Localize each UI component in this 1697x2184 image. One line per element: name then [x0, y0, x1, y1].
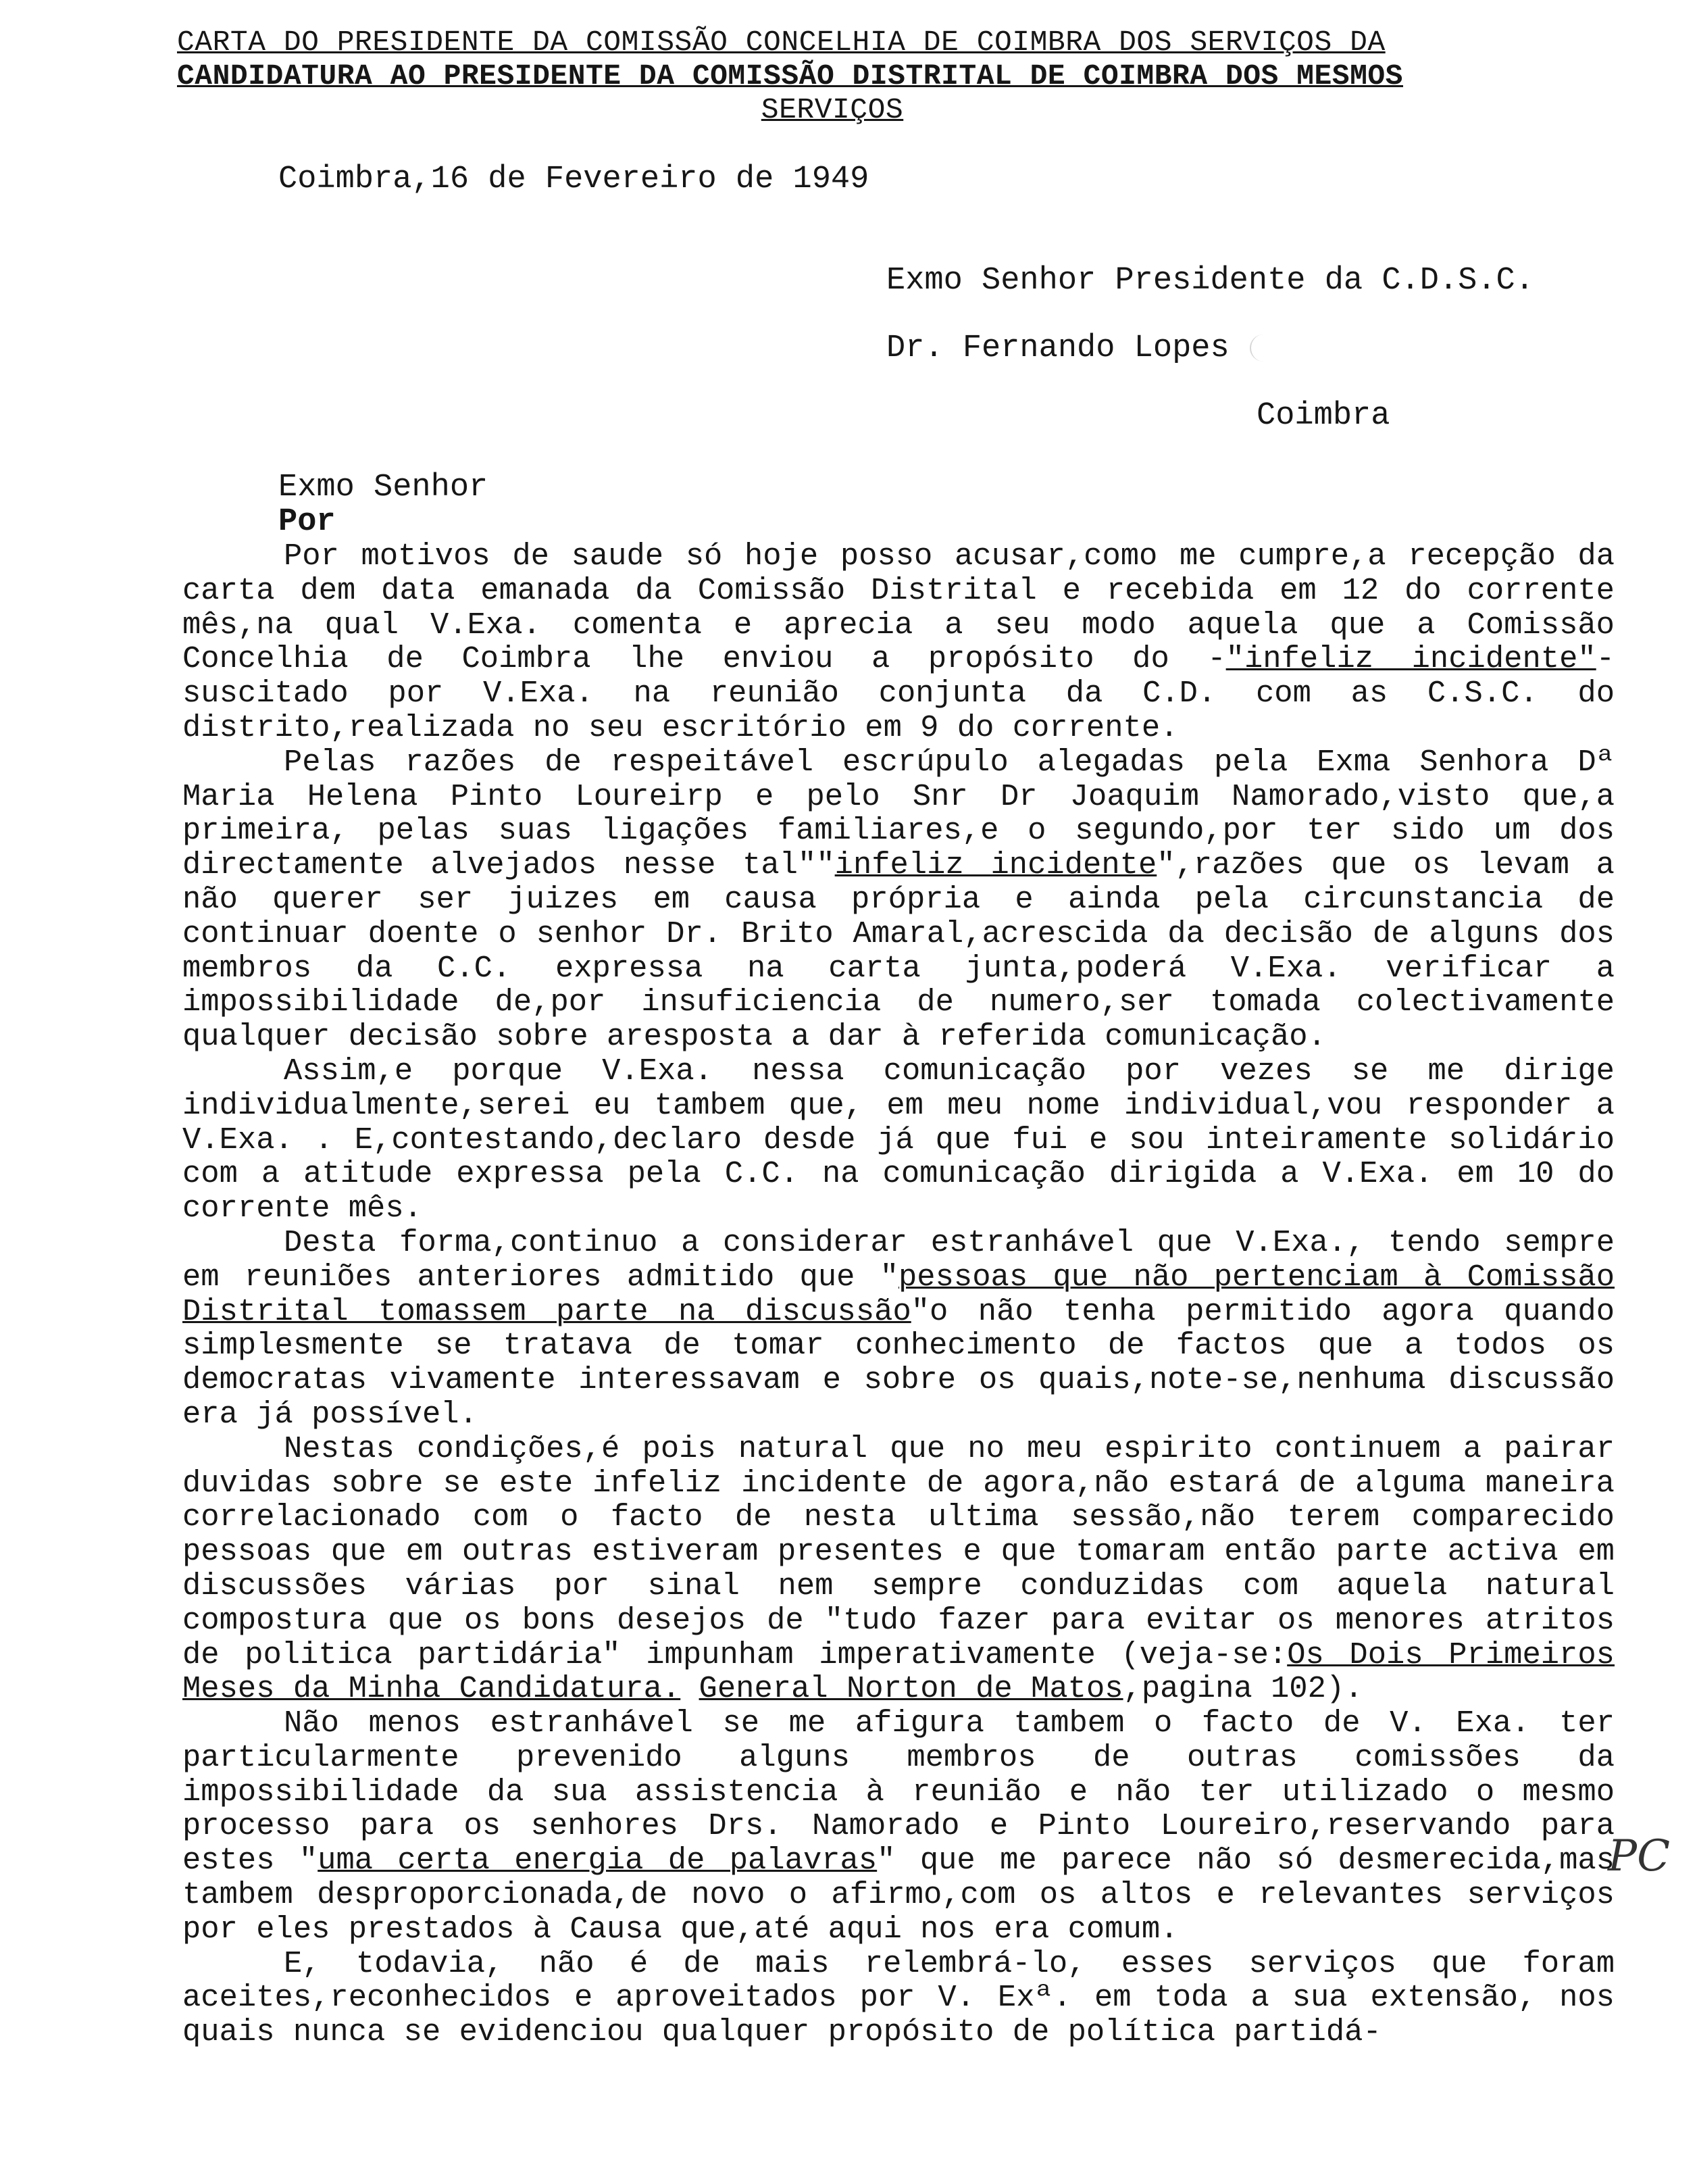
- dateline: Coimbra,16 de Fevereiro de 1949: [278, 162, 869, 197]
- addressee-name-row: [886, 330, 1534, 397]
- text-segment: Pelas razões de respeitável escrúpulo alegadas pela Exma Senhora Dª Maria Helena Pinto Loureirp e pelo Snr Dr Joaquim Namorado,visto que,a primeira, pelas suas ligações familiares,e o segundo,por ter sido um dos directamente alvejados nesse tal"": [182, 744, 1615, 883]
- body-paragraph: [182, 1226, 1615, 1432]
- body-paragraph: [182, 1054, 1615, 1226]
- text-segment: Por motivos de saude só hoje posso acusar,como me cumpre,a recepção da carta dem data emanada da Comissão Distrital e recebida em 12 do corrente mês,na qual V.Exa. comenta e aprecia a seu modo aquela que a Comissão Concelhia de Coimbra lhe enviou a propósito do -: [182, 539, 1615, 677]
- salutation-greeting: Exmo Senhor: [278, 470, 488, 505]
- body-paragraph: [182, 745, 1615, 1054]
- body-paragraph: [182, 1706, 1615, 1947]
- letter-heading: [177, 26, 1582, 127]
- text-segment: " que me parece não só desmerecida,mas tambem desproporcionada,de novo o afirmo,com os altos e relevantes serviços por eles prestados à Causa que,até aqui nos era comum.: [182, 1843, 1615, 1947]
- addressee-city: Coimbra: [1257, 398, 1390, 434]
- text-segment: E, todavia, não é de mais relembrá-lo, esses serviços que foram aceites,reconhecidos e aproveitados por V. Exª. em toda a sua extensão, nos quais nunca se evidenciou qualquer propósito de política partidá-: [182, 1945, 1615, 2050]
- text-segment: ",razões que os levam a não querer ser juizes em causa própria e ainda pela circunstancia de continuar doente o senhor Dr. Brito Amaral,acrescida da decisão de alguns dos membros da C.C. expressa na carta junta,poderá V.Exa. verificar a impossibilidade de,por insuficiencia de numero,ser tomada colectivamente qualquer decisão sobre aresposta a dar à referida comunicação.: [182, 847, 1615, 1055]
- margin-handwritten-note: PC: [1608, 1831, 1671, 1881]
- text-segment: "o não tenha permitido agora quando simplesmente se tratava de tomar conhecimento de factos que a todos os democratas vivamente interessavam e sobre os quais,note-se,nenhuma discussão era já possível.: [182, 1293, 1615, 1432]
- text-segment: Não menos estranhável se me afigura tambem o facto de V. Exa. ter particularmente prevenido alguns membros de outras comissões da impossibilidade da sua assistencia à reunião e não ter utilizado o mesmo processo para os senhores Drs. Namorado e Pinto Loureiro,reservando para estes ": [182, 1706, 1615, 1879]
- text-segment: ,pagina 102).: [1123, 1671, 1363, 1707]
- addressee-title: Exmo Senhor Presidente da C.D.S.C.: [886, 263, 1534, 299]
- addressee-block: [886, 262, 1534, 435]
- addressee-name: Dr. Fernando Lopes: [886, 330, 1230, 366]
- underlined-phrase: pessoas que não pertenciam à Comissão Distrital tomassem parte na discussão: [182, 1259, 1615, 1329]
- struck-word: Por: [278, 504, 336, 540]
- text-segment: Desta forma,continuo a considerar estranhável que V.Exa., tendo sempre em reuniões anteriores admitido que ": [182, 1224, 1615, 1295]
- salutation: [278, 470, 488, 539]
- pencil-annotation: [1250, 334, 1346, 362]
- body-paragraph: [182, 1947, 1615, 2050]
- heading-line-1: CARTA DO PRESIDENTE DA COMISSÃO CONCELHIA DE COIMBRA DOS SERVIÇOS DA: [177, 26, 1386, 59]
- underlined-phrase: "infeliz incidente": [1225, 641, 1596, 677]
- body-paragraph: [182, 539, 1615, 745]
- text-segment: Assim,e porque V.Exa. nessa comunicação por vezes se me dirige individualmente,serei eu tambem que, em meu nome individual,vou responder a V.Exa. . E,contestando,declaro desde já que fui e sou inteiramente solidário com a atitude expressa pela C.C. na comunicação dirigida a V.Exa. em 10 do corrente mês.: [182, 1053, 1615, 1226]
- underlined-phrase: infeliz incidente: [834, 847, 1157, 883]
- body-paragraph: [182, 1432, 1615, 1706]
- text-segment: - suscitado por V.Exa. na reunião conjunta da C.D. com as C.S.C. do distrito,realizada no seu escritório em 9 do corrente.: [182, 641, 1615, 745]
- heading-line-3: SERVIÇOS: [761, 93, 904, 126]
- text-segment: [680, 1671, 699, 1706]
- underlined-phrase: Os Dois Primeiros Meses da Minha Candidatura.: [182, 1637, 1615, 1707]
- letter-body: [182, 539, 1615, 2050]
- underlined-phrase: uma certa energia de palavras: [318, 1843, 878, 1879]
- underlined-phrase: General Norton de Matos: [699, 1671, 1123, 1707]
- heading-line-2: CANDIDATURA AO PRESIDENTE DA COMISSÃO DISTRITAL DE COIMBRA DOS MESMOS: [177, 59, 1403, 93]
- text-segment: Nestas condições,é pois natural que no meu espirito continuem a pairar duvidas sobre se este infeliz incidente de agora,não estará de alguma maneira correlacionado com o facto de nesta ultima sessão,não terem comparecido pessoas que em outras estiveram presentes e que tomaram então parte activa em discussões várias por sinal nem sempre conduzidas com aquela natural compostura que os bons desejos de "tudo fazer para evitar os menores atritos de politica partidária" impunham imperativamente (veja-se:: [182, 1431, 1615, 1672]
